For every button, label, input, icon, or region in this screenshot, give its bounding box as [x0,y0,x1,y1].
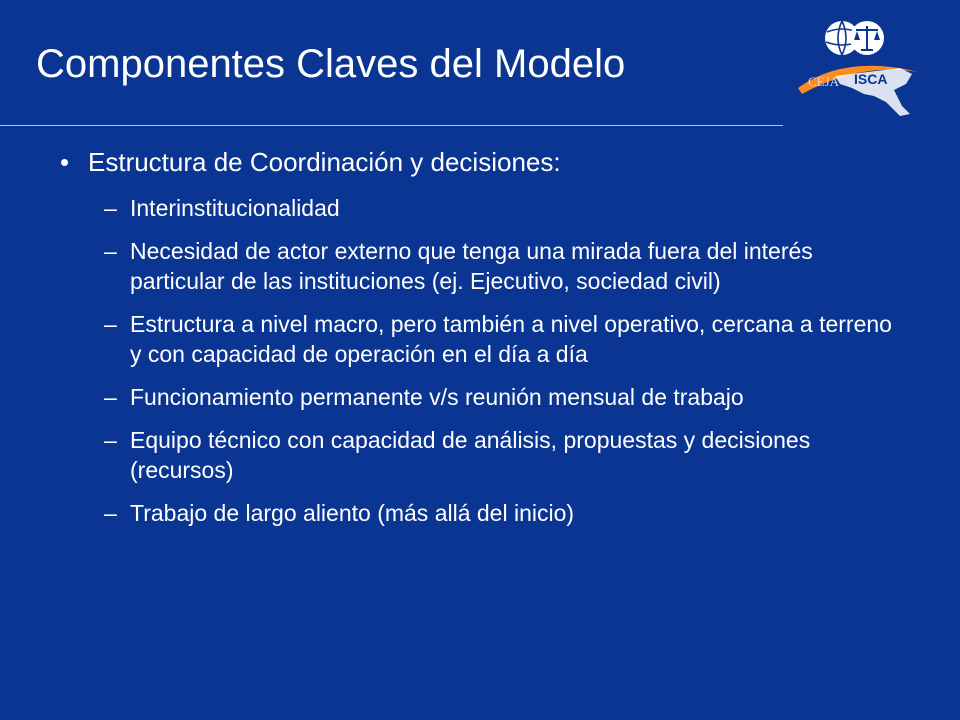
sub-bullet-text: Trabajo de largo aliento (más allá del inicio) [130,500,575,526]
main-bullet-text: Estructura de Coordinación y decisiones: [88,147,561,177]
scales-icon [850,21,884,55]
dash-marker: – [104,311,117,337]
sub-bullet-item [104,382,904,412]
title-divider [0,125,783,126]
sub-bullet-item [104,425,904,485]
slide-title: Componentes Claves del Modelo [36,42,626,86]
sub-bullet-text: Equipo técnico con capacidad de análisis, propuestas y decisiones (recursos) [130,427,811,483]
sub-bullet-item [104,193,904,223]
logo-right-text: ISCA [854,71,888,87]
main-bullet [60,146,920,178]
dash-marker: – [104,195,117,221]
sub-bullet-item [104,498,904,528]
logo [790,10,960,120]
bullet-marker: • [60,147,70,177]
logo-left-text: CEJA [808,74,840,89]
dash-marker: – [104,427,117,453]
sub-bullet-text: Estructura a nivel macro, pero también a nivel operativo, cercana a terreno y con capacidad de operación en el día a día [130,311,892,367]
sub-bullet-text: Interinstitucionalidad [130,195,340,221]
sub-bullet-item [104,309,904,369]
sub-bullet-text: Necesidad de actor externo que tenga una mirada fuera del interés particular de las instituciones (ej. Ejecutivo, sociedad civil) [130,238,813,294]
dash-marker: – [104,238,117,264]
dash-marker: – [104,384,117,410]
sub-bullet-item [104,236,904,296]
sub-bullet-list [104,193,904,541]
dash-marker: – [104,500,117,526]
sub-bullet-text: Funcionamiento permanente v/s reunión mensual de trabajo [130,384,744,410]
